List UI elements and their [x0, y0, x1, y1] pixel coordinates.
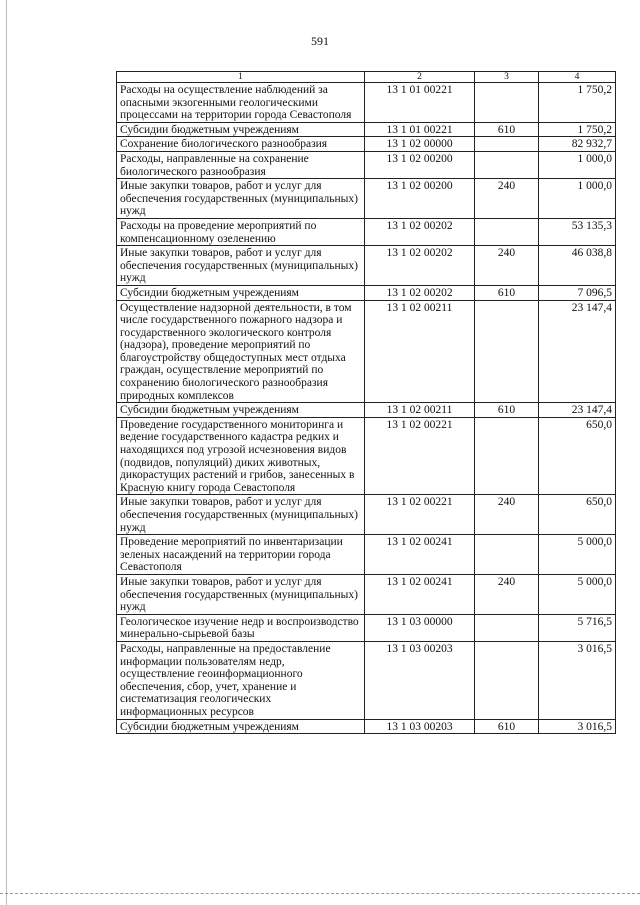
scan-bottom-line [0, 893, 640, 894]
cell-type: 240 [475, 495, 539, 535]
cell-type [475, 300, 539, 403]
cell-name: Субсидии бюджетным учреждениям [117, 403, 365, 418]
cell-name: Субсидии бюджетным учреждениям [117, 285, 365, 300]
cell-type: 240 [475, 179, 539, 219]
table-row [117, 137, 616, 152]
cell-code: 13 1 01 00221 [365, 83, 475, 123]
header-col-type: 3 [475, 72, 539, 83]
cell-sum: 3 016,5 [539, 719, 616, 734]
cell-type: 240 [475, 574, 539, 614]
cell-type: 610 [475, 719, 539, 734]
table-row [117, 218, 616, 245]
cell-type [475, 417, 539, 495]
table-body [117, 83, 616, 734]
cell-name: Расходы на осуществление наблюдений за опасными экзогенными геологическими процессами на территории города Севастополя [117, 83, 365, 123]
header-col-name: 1 [117, 72, 365, 83]
cell-sum: 53 135,3 [539, 218, 616, 245]
cell-code: 13 1 02 00221 [365, 495, 475, 535]
cell-name: Расходы на проведение мероприятий по компенсационному озеленению [117, 218, 365, 245]
cell-sum: 1 000,0 [539, 151, 616, 178]
cell-type [475, 137, 539, 152]
table-row [117, 151, 616, 178]
cell-code: 13 1 02 00241 [365, 574, 475, 614]
header-col-sum: 4 [539, 72, 616, 83]
table-row [117, 495, 616, 535]
cell-code: 13 1 02 00000 [365, 137, 475, 152]
cell-name: Проведение государственного мониторинга и ведение государственного кадастра редких и находящихся под угрозой исчезновения видов (подвидов, популяций) диких животных, дикорастущих растений и грибов, занесенных в Красную книгу города Севастополя [117, 417, 365, 495]
cell-sum: 650,0 [539, 417, 616, 495]
cell-code: 13 1 03 00203 [365, 641, 475, 719]
budget-table [116, 71, 616, 734]
cell-sum: 23 147,4 [539, 300, 616, 403]
cell-name: Субсидии бюджетным учреждениям [117, 122, 365, 137]
table-row [117, 122, 616, 137]
cell-sum: 1 000,0 [539, 179, 616, 219]
table-row [117, 83, 616, 123]
cell-code: 13 1 01 00221 [365, 122, 475, 137]
cell-sum: 46 038,8 [539, 246, 616, 286]
cell-code: 13 1 02 00241 [365, 535, 475, 575]
scan-margin-line [6, 0, 7, 905]
cell-name: Иные закупки товаров, работ и услуг для обеспечения государственных (муниципальных) нужд [117, 495, 365, 535]
table-row [117, 535, 616, 575]
page-number: 591 [311, 34, 329, 48]
cell-code: 13 1 02 00221 [365, 417, 475, 495]
cell-code: 13 1 02 00200 [365, 151, 475, 178]
cell-type [475, 641, 539, 719]
cell-name: Проведение мероприятий по инвентаризации зеленых насаждений на территории города Севастополя [117, 535, 365, 575]
cell-sum: 5 000,0 [539, 574, 616, 614]
cell-type: 610 [475, 285, 539, 300]
cell-name: Расходы, направленные на предоставление информации пользователям недр, осуществление геоинформационного обеспечения, сбор, учет, хранение и систематизация геологических информационных ресурсов [117, 641, 365, 719]
header-col-code: 2 [365, 72, 475, 83]
cell-sum: 3 016,5 [539, 641, 616, 719]
cell-name: Иные закупки товаров, работ и услуг для обеспечения государственных (муниципальных) нужд [117, 246, 365, 286]
cell-code: 13 1 03 00000 [365, 614, 475, 641]
cell-name: Геологическое изучение недр и воспроизводство минерально-сырьевой базы [117, 614, 365, 641]
cell-code: 13 1 02 00202 [365, 218, 475, 245]
cell-name: Иные закупки товаров, работ и услуг для обеспечения государственных (муниципальных) нужд [117, 574, 365, 614]
cell-code: 13 1 03 00203 [365, 719, 475, 734]
cell-code: 13 1 02 00202 [365, 285, 475, 300]
cell-name: Расходы, направленные на сохранение биологического разнообразия [117, 151, 365, 178]
cell-type [475, 218, 539, 245]
cell-sum: 5 000,0 [539, 535, 616, 575]
table-row [117, 300, 616, 403]
cell-type: 610 [475, 122, 539, 137]
cell-sum: 82 932,7 [539, 137, 616, 152]
table-header-row [117, 72, 616, 83]
cell-type: 610 [475, 403, 539, 418]
cell-sum: 1 750,2 [539, 83, 616, 123]
cell-sum: 650,0 [539, 495, 616, 535]
cell-sum: 23 147,4 [539, 403, 616, 418]
table-row [117, 285, 616, 300]
table-row [117, 179, 616, 219]
table-row [117, 403, 616, 418]
cell-name: Иные закупки товаров, работ и услуг для обеспечения государственных (муниципальных) нужд [117, 179, 365, 219]
cell-code: 13 1 02 00200 [365, 179, 475, 219]
cell-sum: 5 716,5 [539, 614, 616, 641]
table-row [117, 574, 616, 614]
table-row [117, 246, 616, 286]
cell-type [475, 83, 539, 123]
cell-type [475, 614, 539, 641]
cell-code: 13 1 02 00211 [365, 300, 475, 403]
cell-sum: 7 096,5 [539, 285, 616, 300]
cell-type [475, 151, 539, 178]
table-row [117, 614, 616, 641]
cell-code: 13 1 02 00202 [365, 246, 475, 286]
table-row [117, 641, 616, 719]
cell-type [475, 535, 539, 575]
cell-sum: 1 750,2 [539, 122, 616, 137]
cell-name: Сохранение биологического разнообразия [117, 137, 365, 152]
cell-name: Осуществление надзорной деятельности, в том числе государственного пожарного надзора и государственного экологического контроля (надзора), проведение мероприятий по благоустройству общедоступных мест отдыха граждан, осуществление мероприятий по сохранению биологического разнообразия природных комплексов [117, 300, 365, 403]
table-row [117, 417, 616, 495]
cell-code: 13 1 02 00211 [365, 403, 475, 418]
cell-type: 240 [475, 246, 539, 286]
table-row [117, 719, 616, 734]
cell-name: Субсидии бюджетным учреждениям [117, 719, 365, 734]
